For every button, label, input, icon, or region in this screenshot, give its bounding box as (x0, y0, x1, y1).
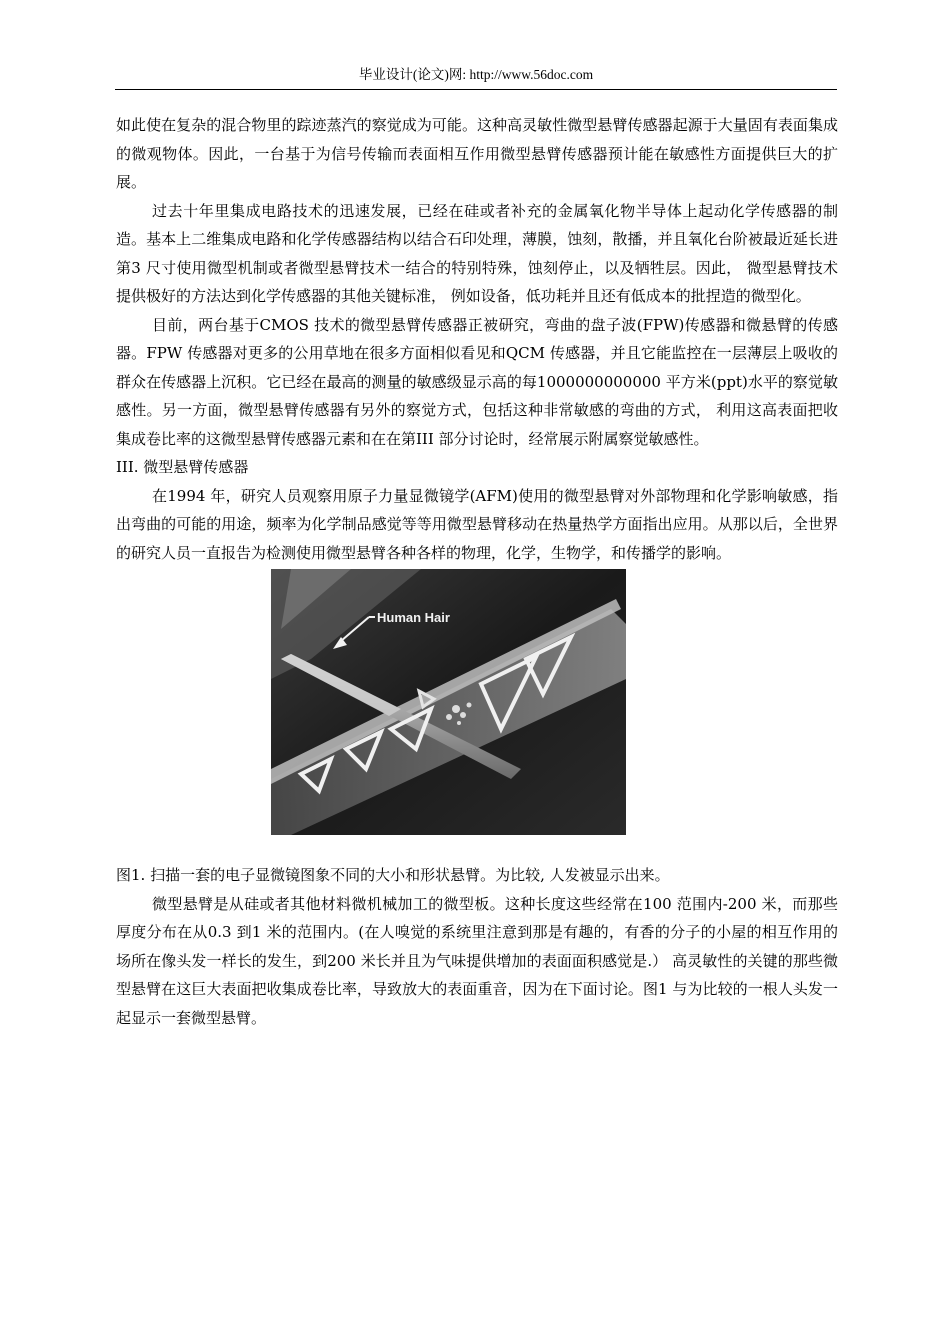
sem-micrograph-drawing (271, 569, 626, 835)
figure-container (116, 569, 838, 869)
paragraph-2: 过去十年里集成电路技术的迅速发展，已经在硅或者补充的金属氧化物半导体上起动化学传感器的制造。基本上二维集成电路和化学传感器结构以结合石印处理，薄膜，蚀刻，散播，并且氧化台阶被最近延长进第3 尺寸使用微型机制或者微型悬臂技术一结合的特别特殊，蚀刻停止，以及牺牲层。因此， 微型悬臂技术提供极好的方法达到化学传感器的其他关键标准， 例如设备，低功耗并且还有低成本的批捏造的微型化。 (116, 201, 838, 305)
paragraph-1: 如此使在复杂的混合物里的踪迹蒸汽的察觉成为可能。这种高灵敏性微型悬臂传感器起源于大量固有表面集成的微观物体。因此，一台基于为信号传输而表面相互作用微型悬臂传感器预计能在敏感性方面提供巨大的扩展。 (116, 116, 838, 191)
page-header: 毕业设计(论文)网: http://www.56doc.com (358, 67, 594, 82)
header-divider (115, 89, 837, 90)
sem-micrograph-image (271, 569, 626, 835)
paragraph-4: 在1994 年，研究人员观察用原子力量显微镜学(AFM)使用的微型悬臂对外部物理和化学影响敏感，指出弯曲的可能的用途，频率为化学制品感觉等等用微型悬臂移动在热量热学方面指出应用。从那以后，全世界的研究人员一直报告为检测使用微型悬臂各种各样的物理，化学，生物学，和传播学的影响。 (116, 486, 838, 562)
paragraph-3: 目前，两台基于CMOS 技术的微型悬臂传感器正被研究，弯曲的盘子波(FPW)传感器和微悬臂的传感器。FPW 传感器对更多的公用草地在很多方面相似看见和QCM 传感器，并且它能监控在一层薄层上吸收的群众在传感器上沉积。它已经在最高的测量的敏感级显示高的每1000000000000 平方米(ppt)水平的察觉敏感性。另一方面，微型悬臂传感器有另外的察觉方式，包括这种非常敏感的弯曲的方式， 利用这高表面把收集成卷比率的这微型悬臂传感器元素和在在第III 部分讨论时，经常展示附属察觉敏感性。 (116, 315, 838, 448)
figure-label-human-hair: Human Hair (377, 610, 450, 625)
figure-caption: 图1. 扫描一套的电子显微镜图象不同的大小和形状悬臂。为比较, 人发被显示出来。 (116, 866, 670, 884)
paragraph-5: 微型悬臂是从硅或者其他材料微机械加工的微型板。这种长度这些经常在100 范围内-200 米，而那些厚度分布在从0.3 到1 米的范围内。(在人嗅觉的系统里注意到那是有趣的，有香的分子的小屋的相互作用的场所在像头发一样长的发生，到200 米长并且为气味提供增加的表面面积感觉是.） 高灵敏性的关键的那些微型悬臂在这巨大表面把收集成卷比率，导致放大的表面重音，因为在下面讨论。图1 与为比较的一根人头发一起显示一套微型悬臂。 (116, 894, 838, 1027)
section-heading: III. 微型悬臂传感器 (116, 458, 249, 476)
document-body (116, 111, 838, 1032)
